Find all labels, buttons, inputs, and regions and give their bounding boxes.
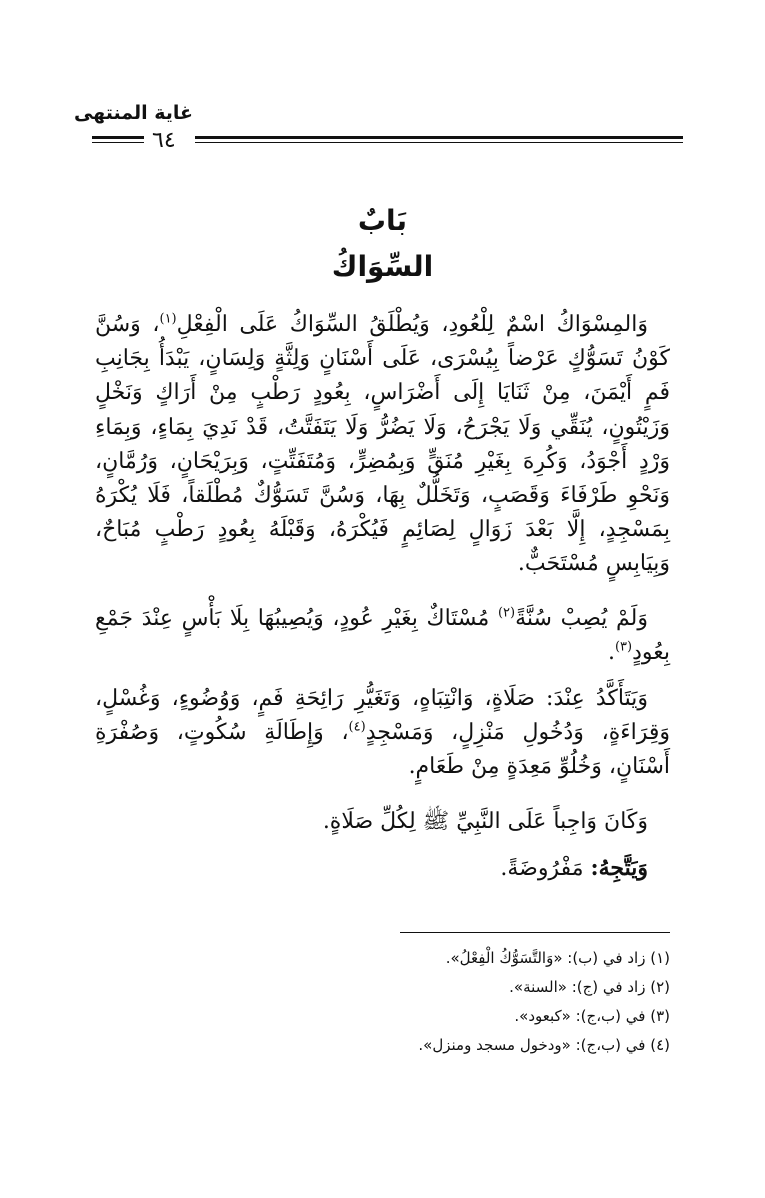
text-run: ، وَإِطَالَةِ سُكُوتٍ، وَصُفْرَةِ أَسْنَانٍ، وَخُلُوِّ مَعِدَةٍ مِنْ طَعَامٍ.: [95, 720, 670, 780]
header-rule: [195, 136, 683, 143]
text-run: وَلَمْ يُصِبْ سُنَّةً: [515, 605, 648, 631]
footnote-item: (١) زاد في (ب): «وَالتَّسَوُّكُ الْفِعْلُ».: [445, 949, 670, 967]
body-text: [95, 308, 670, 906]
header-rule-short: [92, 136, 144, 143]
running-title: غاية المنتهى: [73, 102, 193, 124]
page-number: ٦٤: [152, 128, 176, 153]
paragraph-4: وَكَانَ وَاجِباً عَلَى النَّبِيِّ ﷺ لِكُلِّ صَلَاةٍ.: [322, 808, 648, 834]
paragraph-5: [95, 851, 670, 886]
text-run: .: [607, 639, 615, 665]
paragraph-3: [95, 682, 670, 785]
text-run: ، وَسُنَّ كَوْنُ تَسَوُّكٍ عَرْضاً بِيُسْرَى، عَلَى أَسْنَانٍ وَلِثَّةٍ وَلِسَانٍ، يَبْدَأُ بِجَانِبِ فَمٍ أَيْمَنَ، مِنْ ثَنَايَا إِلَى أَضْرَاسٍ، بِعُودٍ رَطْبٍ مِنْ أَرَاكٍ وَنَخْلٍ وَزَيْتُونٍ، يُنَقِّي وَلَا يَجْرَحُ، وَلَا يَضُرُّ وَلَا يَتَفَتَّتُ، قَدْ نَدِيَ بِمَاءٍ، وَبِمَاءِ وَرْدٍ أَجْوَدُ، وَكُرِهَ بِغَيْرِ مُنَقٍّ وَبِمُضِرٍّ، وَمُتَفَتِّتٍ، وَبِرَيْحَانٍ، وَرُمَّانٍ، وَنَحْوِ طَرْفَاءَ وَقَصَبٍ، وَتَخَلُّلٌ بِهَا، وَسُنَّ تَسَوُّكٌ مُطْلَقاً، فَلَا يُكْرَهُ بِمَسْجِدٍ، إِلَّا بَعْدَ زَوَالٍ لِصَائِمٍ فَيُكْرَهُ، وَقَبْلَهُ بِعُودٍ رَطْبٍ مُبَاحٌ، وَبِيَابِسٍ مُسْتَحَبٌّ.: [95, 312, 670, 577]
text-run: مَفْرُوضَةً.: [500, 855, 591, 881]
footnote-ref[interactable]: (١): [159, 311, 177, 327]
footnote-ref[interactable]: (٤): [348, 719, 366, 735]
footnote-item: (٢) زاد في (ج): «السنة».: [509, 978, 670, 996]
paragraph-1: [95, 308, 670, 582]
footnote-ref[interactable]: (٢): [497, 605, 516, 621]
footnote-item: (٤) في (ب،ج): «ودخول مسجد ومنزل».: [418, 1036, 670, 1054]
chapter-label: بَابٌ: [357, 204, 408, 237]
text-run: مُسْتَاكٌ بِغَيْرِ عُودٍ، وَيُصِيبُهَا بِلَا بَأْسٍ عِنْدَ جَمْعِ بِعُودٍ: [95, 605, 670, 665]
text-run: وَالمِسْوَاكُ اسْمٌ لِلْعُودِ، وَيُطْلَقُ السِّوَاكُ عَلَى الْفِعْلِ: [176, 312, 648, 337]
footnote-ref[interactable]: (٣): [614, 639, 633, 655]
text-run: وَيَتَأَكَّدُ عِنْدَ: صَلَاةٍ، وَانْتِبَاهٍ، وَتَغَيُّرِ رَائِحَةِ فَمٍ، وَوُضُوءٍ، وَغُسْلٍ، وَقِرَاءَةٍ، وَدُخُولِ مَنْزِلٍ، وَمَسْجِدٍ: [95, 686, 670, 746]
footnote-separator: [400, 932, 670, 933]
bold-lead: وَيَتَّجِهُ:: [590, 854, 648, 881]
chapter-title: السِّوَاكُ: [331, 250, 434, 283]
footnotes: [95, 944, 670, 1060]
footnote-item: (٣) في (ب،ج): «كبعود».: [514, 1007, 670, 1025]
paragraph-2: [95, 602, 670, 670]
